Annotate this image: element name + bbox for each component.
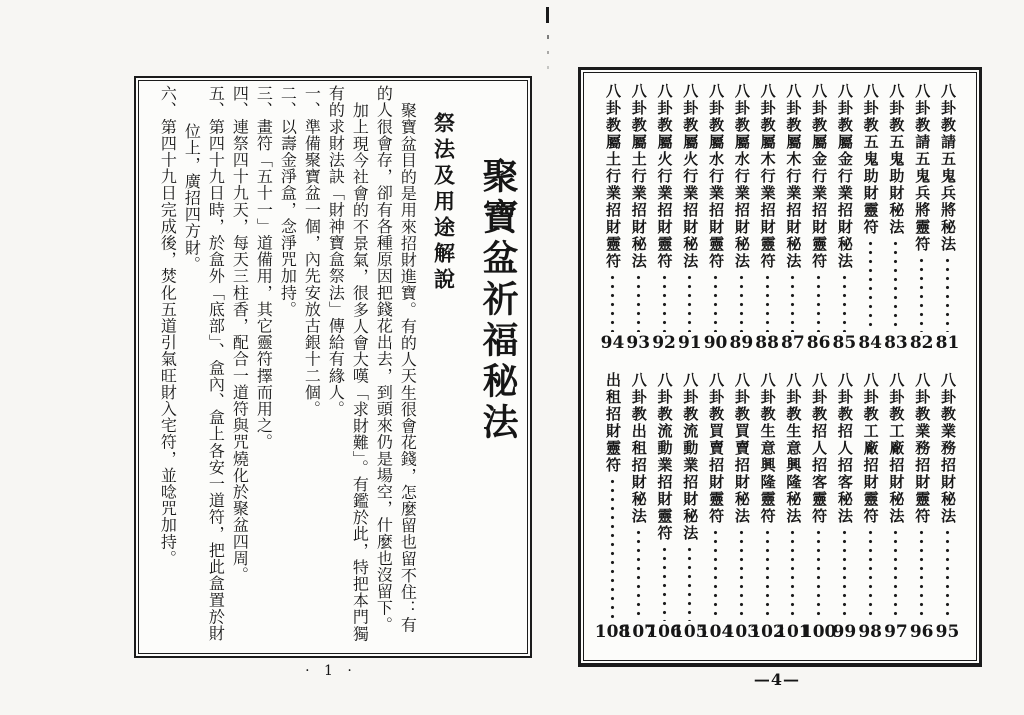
dotted-leader bbox=[790, 273, 795, 332]
toc-entry bbox=[697, 372, 734, 642]
list-item: 六、第四十九日完成後，焚化五道引氣旺財入宅符，並唸咒加持。 bbox=[158, 85, 178, 567]
dotted-leader bbox=[816, 273, 821, 332]
toc-section-bottom bbox=[596, 372, 964, 642]
toc-entry-page-number: 82 bbox=[909, 333, 934, 353]
toc-entry bbox=[775, 372, 811, 642]
toc-entry-title: 八卦教屬土行業招財靈符 bbox=[604, 83, 622, 270]
left-page-inner-border bbox=[138, 80, 528, 654]
toc-entry-page-number: 91 bbox=[677, 333, 702, 353]
toc-entry bbox=[594, 372, 631, 642]
toc-entry-page-number: 104 bbox=[697, 622, 734, 642]
dotted-leader bbox=[662, 273, 667, 332]
list-item: 一、準備聚寶盆一個，內先安放古銀十二個。 bbox=[302, 85, 322, 417]
toc-entry-title: 八卦教屬木行業招財靈符 bbox=[758, 83, 777, 270]
toc-entry bbox=[620, 372, 657, 642]
left-page bbox=[134, 76, 532, 658]
toc-entry-page-number: 89 bbox=[729, 333, 754, 353]
toc-entry bbox=[703, 83, 728, 353]
toc-entry-title: 八卦教生意興隆靈符 bbox=[758, 372, 777, 525]
toc-entry-page-number: 81 bbox=[935, 333, 960, 353]
toc-entry-page-number: 93 bbox=[626, 333, 651, 353]
toc-entry-title: 八卦教業務招財秘法 bbox=[938, 372, 957, 525]
table-of-contents bbox=[594, 77, 966, 650]
toc-entry-title: 八卦教招人招客秘法 bbox=[835, 372, 854, 525]
toc-entry bbox=[935, 83, 960, 353]
toc-section-top bbox=[596, 83, 964, 353]
dotted-leader bbox=[893, 528, 898, 621]
dotted-leader bbox=[687, 545, 692, 621]
toc-entry bbox=[780, 83, 805, 353]
dotted-leader bbox=[610, 273, 615, 332]
toc-entry-title: 八卦教請五鬼兵將靈符 bbox=[913, 83, 932, 253]
dotted-leader bbox=[739, 273, 744, 332]
toc-entry bbox=[755, 83, 780, 353]
toc-entry-title: 八卦教招人招客靈符 bbox=[810, 372, 829, 525]
toc-entry bbox=[935, 372, 960, 642]
toc-entry bbox=[883, 372, 908, 642]
toc-entry-page-number: 86 bbox=[806, 333, 831, 353]
toc-entry bbox=[909, 372, 934, 642]
binding-dot bbox=[547, 66, 549, 69]
toc-entry-title: 八卦教屬金行業招財靈符 bbox=[810, 83, 829, 270]
toc-entry-title: 八卦教出租招財秘法 bbox=[629, 372, 648, 525]
list-item: 三、畫符「五十一」道備用，其它靈符擇而用之。 bbox=[254, 85, 274, 451]
toc-entry-page-number: 85 bbox=[832, 333, 857, 353]
toc-entry-page-number: 97 bbox=[884, 622, 908, 642]
toc-entry-page-number: 99 bbox=[832, 622, 857, 642]
toc-entry bbox=[749, 372, 785, 642]
dotted-leader bbox=[765, 528, 770, 621]
toc-entry-page-number: 90 bbox=[703, 333, 728, 353]
list-item: 五、第四十九日時，於盒外「底部」、盒內、盒上各安一道符，把此盒置於財位上，廣招四方財。 bbox=[182, 85, 226, 642]
toc-entry-title: 八卦教流動業招財秘法 bbox=[681, 372, 700, 542]
toc-entry-page-number: 108 bbox=[594, 622, 631, 642]
toc-entry-page-number: 94 bbox=[600, 333, 625, 353]
toc-entry-title: 八卦教屬火行業招財秘法 bbox=[681, 83, 700, 270]
binding-dot bbox=[547, 51, 549, 54]
toc-entry-title: 八卦教買賣招財靈符 bbox=[707, 372, 726, 525]
dotted-leader bbox=[765, 273, 770, 332]
toc-entry bbox=[600, 83, 625, 353]
dotted-leader bbox=[842, 273, 847, 332]
toc-entry-title: 八卦教屬木行業招財秘法 bbox=[784, 83, 803, 270]
toc-entry-page-number: 100 bbox=[800, 622, 837, 642]
toc-entry-title: 八卦教屬水行業招財秘法 bbox=[732, 83, 751, 270]
paragraph: 聚寶盆目的是用來招財進寶。有的人天生很會花錢，怎麼留也留不住：有的人很會存，卻有各種原因把錢花出去，到頭來仍是場空，什麼也沒留下。 bbox=[374, 85, 418, 634]
toc-entry-title: 八卦教五鬼助財靈符 bbox=[861, 83, 880, 236]
toc-entry-title: 八卦教工廠招財秘法 bbox=[887, 372, 906, 525]
toc-entry-page-number: 83 bbox=[884, 333, 908, 353]
dotted-leader bbox=[713, 273, 718, 332]
toc-entry-page-number: 101 bbox=[775, 622, 811, 642]
toc-entry-title: 八卦教屬水行業招財靈符 bbox=[707, 83, 726, 270]
dotted-leader bbox=[790, 528, 795, 621]
dotted-leader bbox=[842, 528, 847, 621]
toc-entry bbox=[806, 83, 831, 353]
dotted-leader bbox=[893, 239, 898, 332]
toc-entry-page-number: 95 bbox=[935, 622, 960, 642]
toc-entry-page-number: 105 bbox=[672, 622, 708, 642]
toc-entry-title: 八卦教五鬼助財秘法 bbox=[887, 83, 906, 236]
toc-entry-page-number: 103 bbox=[723, 622, 760, 642]
binding-crease-mark bbox=[546, 7, 549, 69]
dotted-leader bbox=[636, 273, 641, 332]
binding-dot bbox=[547, 35, 549, 39]
toc-entry-title: 八卦教流動業招財靈符 bbox=[655, 372, 674, 542]
toc-entry-page-number: 87 bbox=[781, 333, 805, 353]
toc-entry-page-number: 107 bbox=[620, 622, 657, 642]
toc-entry bbox=[723, 372, 760, 642]
toc-entry bbox=[858, 83, 883, 353]
dotted-leader bbox=[816, 528, 821, 621]
section-heading: 祭法及用途解說 bbox=[431, 112, 457, 294]
toc-entry-title: 八卦教屬金行業招財秘法 bbox=[835, 83, 854, 270]
list-item: 四、連祭四十九天，每天三柱香，配合一道符與咒燒化於聚盆四周。 bbox=[230, 85, 250, 583]
toc-entry-title: 八卦教工廠招財靈符 bbox=[861, 372, 880, 525]
toc-entry bbox=[672, 372, 708, 642]
dotted-leader bbox=[919, 528, 924, 621]
left-page-content bbox=[149, 85, 519, 645]
dotted-leader bbox=[945, 256, 950, 332]
dotted-leader bbox=[636, 528, 641, 621]
right-page bbox=[578, 67, 982, 667]
right-page-number: —4— bbox=[753, 670, 801, 689]
dotted-leader bbox=[919, 256, 924, 332]
toc-entry bbox=[729, 83, 754, 353]
dotted-leader bbox=[739, 528, 744, 621]
toc-entry-page-number: 88 bbox=[755, 333, 779, 353]
dotted-leader bbox=[687, 273, 692, 332]
toc-entry-page-number: 96 bbox=[909, 622, 934, 642]
toc-entry-title: 八卦教屬火行業招財靈符 bbox=[655, 83, 674, 270]
paragraph: 加上現今社會的不景氣，很多人會大嘆「求財難」。有鑑於此，特把本門獨有的求財法訣「財神寶盒祭法」傳給有緣人。 bbox=[326, 85, 370, 642]
book-title: 聚寶盆祈福秘法 bbox=[477, 157, 519, 444]
left-page-number: · 1 · bbox=[305, 663, 357, 679]
toc-entry-title: 八卦教屬土行業招財秘法 bbox=[629, 83, 648, 270]
toc-entry bbox=[626, 83, 651, 353]
list-item: 二、以壽金淨盒，念淨咒加持。 bbox=[278, 85, 298, 318]
toc-entry bbox=[677, 83, 702, 353]
toc-entry-title: 出租招財靈符 bbox=[604, 372, 622, 474]
toc-entry-title: 八卦教生意興隆秘法 bbox=[784, 372, 803, 525]
toc-entry-title: 八卦教業務招財靈符 bbox=[913, 372, 932, 525]
dotted-leader bbox=[868, 528, 873, 621]
dotted-leader bbox=[945, 528, 950, 621]
toc-entry bbox=[800, 372, 837, 642]
binding-dash bbox=[546, 7, 549, 23]
dotted-leader bbox=[868, 239, 873, 332]
toc-entry bbox=[646, 372, 682, 642]
toc-entry-page-number: 92 bbox=[652, 333, 676, 353]
toc-entry bbox=[909, 83, 934, 353]
toc-entry-page-number: 84 bbox=[858, 333, 882, 353]
toc-entry bbox=[883, 83, 908, 353]
toc-entry-page-number: 98 bbox=[858, 622, 882, 642]
dotted-leader bbox=[662, 545, 667, 621]
dotted-leader bbox=[610, 477, 615, 621]
right-page-inner-border bbox=[583, 72, 977, 661]
toc-entry-page-number: 102 bbox=[749, 622, 785, 642]
dotted-leader bbox=[713, 528, 718, 621]
toc-entry bbox=[832, 372, 857, 642]
toc-entry-page-number: 106 bbox=[646, 622, 682, 642]
toc-entry-title: 八卦教買賣招財秘法 bbox=[732, 372, 751, 525]
toc-entry-title: 八卦教請五鬼兵將秘法 bbox=[938, 83, 957, 253]
toc-entry bbox=[858, 372, 883, 642]
toc-entry bbox=[652, 83, 677, 353]
toc-entry bbox=[832, 83, 857, 353]
